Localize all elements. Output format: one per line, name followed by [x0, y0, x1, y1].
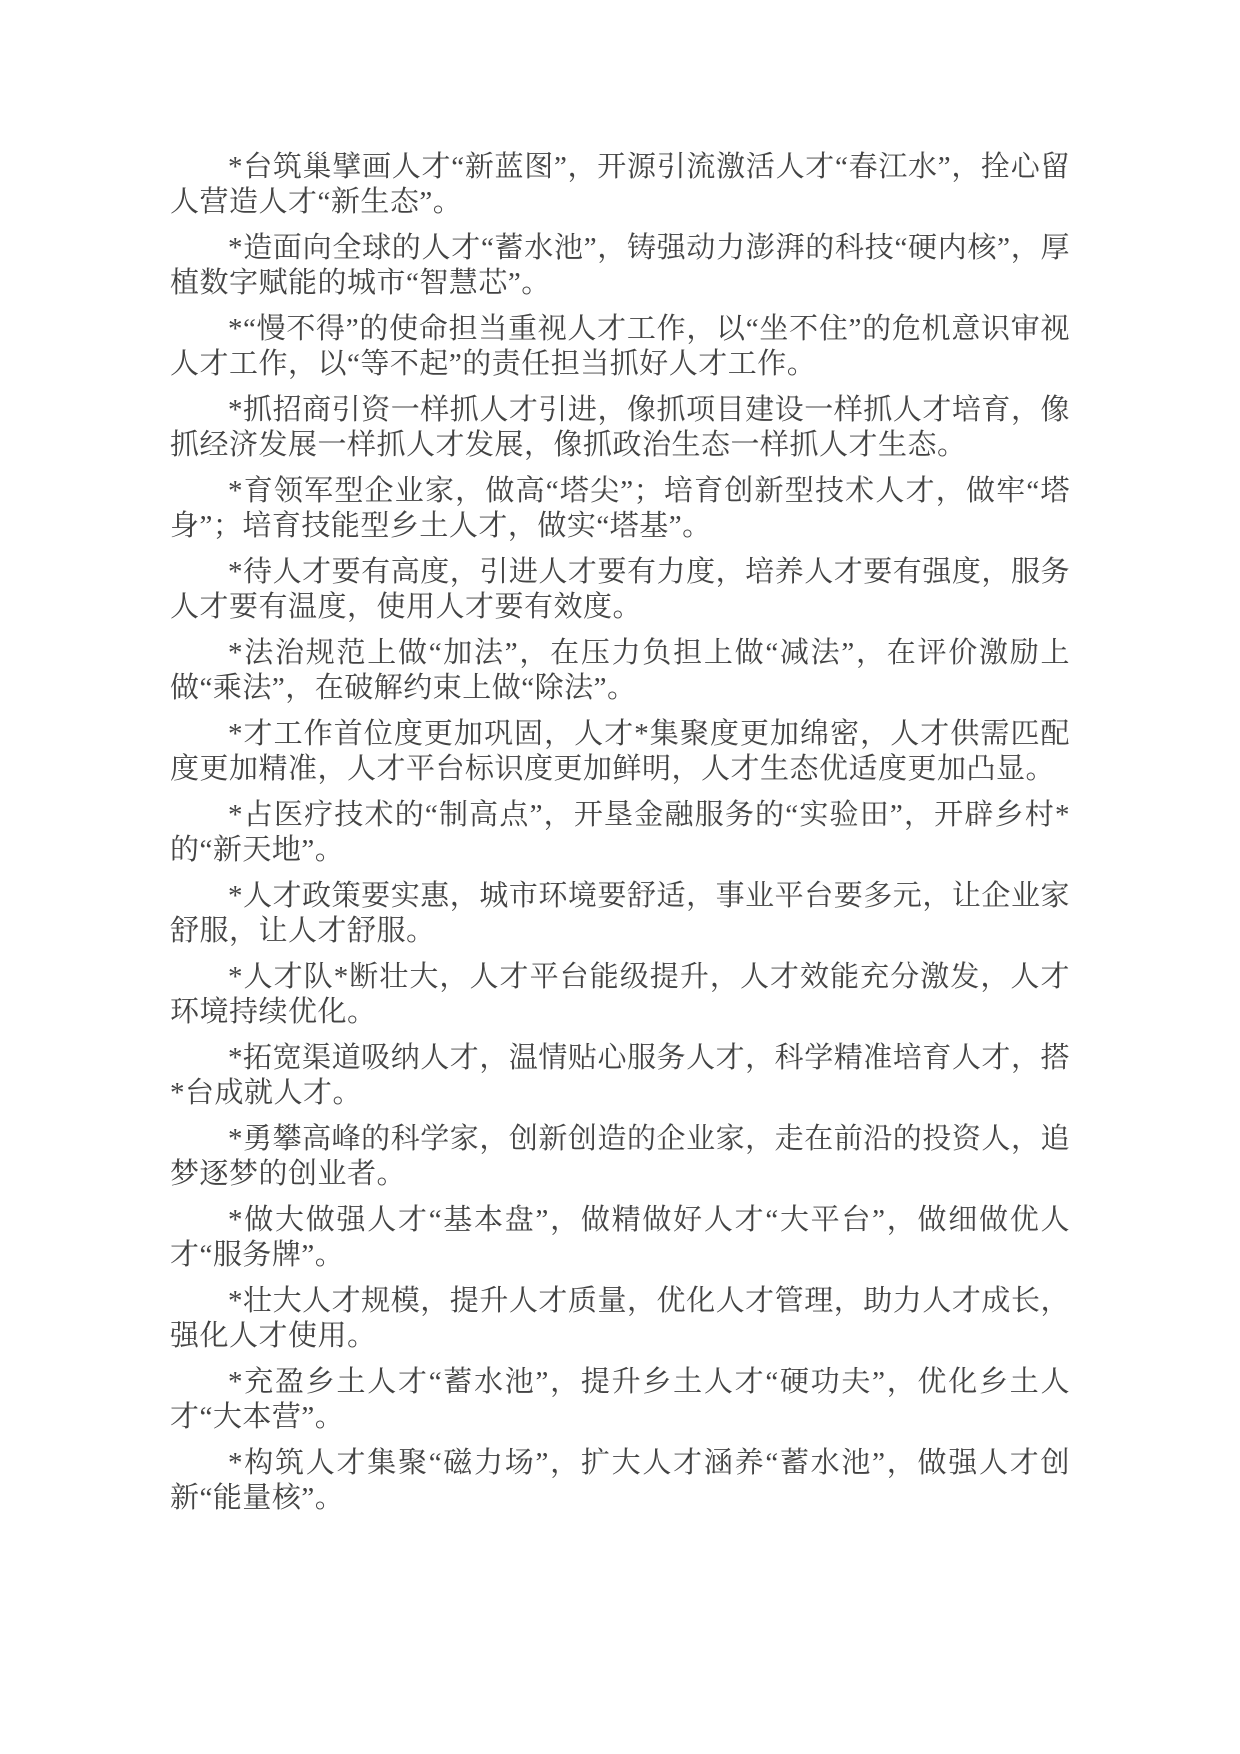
paragraph: *台筑巢擘画人才“新蓝图”，开源引流激活人才“春江水”，拴心留人营造人才“新生态”。 [170, 151, 1070, 218]
document-body [170, 150, 1070, 1527]
paragraph: *充盈乡土人才“蓄水池”，提升乡土人才“硬功夫”，优化乡土人才“大本营”。 [170, 1366, 1070, 1433]
paragraph: *勇攀高峰的科学家，创新创造的企业家，走在前沿的投资人，追梦逐梦的创业者。 [170, 1123, 1070, 1190]
paragraph: *拓宽渠道吸纳人才，温情贴心服务人才，科学精准培育人才，搭*台成就人才。 [170, 1042, 1070, 1109]
paragraph: *做大做强人才“基本盘”，做精做好人才“大平台”，做细做优人才“服务牌”。 [170, 1204, 1070, 1271]
paragraph: *壮大人才规模，提升人才质量，优化人才管理，助力人才成长，强化人才使用。 [170, 1285, 1070, 1352]
paragraph: *“慢不得”的使命担当重视人才工作，以“坐不住”的危机意识审视人才工作，以“等不起”的责任担当抓好人才工作。 [170, 313, 1070, 380]
paragraph: *构筑人才集聚“磁力场”，扩大人才涵养“蓄水池”，做强人才创新“能量核”。 [170, 1447, 1070, 1514]
paragraph: *待人才要有高度，引进人才要有力度，培养人才要有强度，服务人才要有温度，使用人才要有效度。 [170, 556, 1070, 623]
paragraph: *人才队*断壮大，人才平台能级提升，人才效能充分激发，人才环境持续优化。 [170, 961, 1070, 1028]
paragraph: *法治规范上做“加法”，在压力负担上做“减法”，在评价激励上做“乘法”，在破解约束上做“除法”。 [170, 637, 1070, 704]
paragraph: *造面向全球的人才“蓄水池”，铸强动力澎湃的科技“硬内核”，厚植数字赋能的城市“智慧芯”。 [170, 232, 1070, 299]
paragraph: *才工作首位度更加巩固，人才*集聚度更加绵密，人才供需匹配度更加精准，人才平台标识度更加鲜明，人才生态优适度更加凸显。 [170, 718, 1070, 785]
paragraph: *人才政策要实惠，城市环境要舒适，事业平台要多元，让企业家舒服，让人才舒服。 [170, 880, 1070, 947]
paragraph: *占医疗技术的“制高点”，开垦金融服务的“实验田”，开辟乡村*的“新天地”。 [170, 799, 1070, 866]
paragraph: *育领军型企业家，做高“塔尖”；培育创新型技术人才，做牢“塔身”；培育技能型乡土人才，做实“塔基”。 [170, 475, 1070, 542]
paragraph: *抓招商引资一样抓人才引进，像抓项目建设一样抓人才培育，像抓经济发展一样抓人才发展，像抓政治生态一样抓人才生态。 [170, 394, 1070, 461]
